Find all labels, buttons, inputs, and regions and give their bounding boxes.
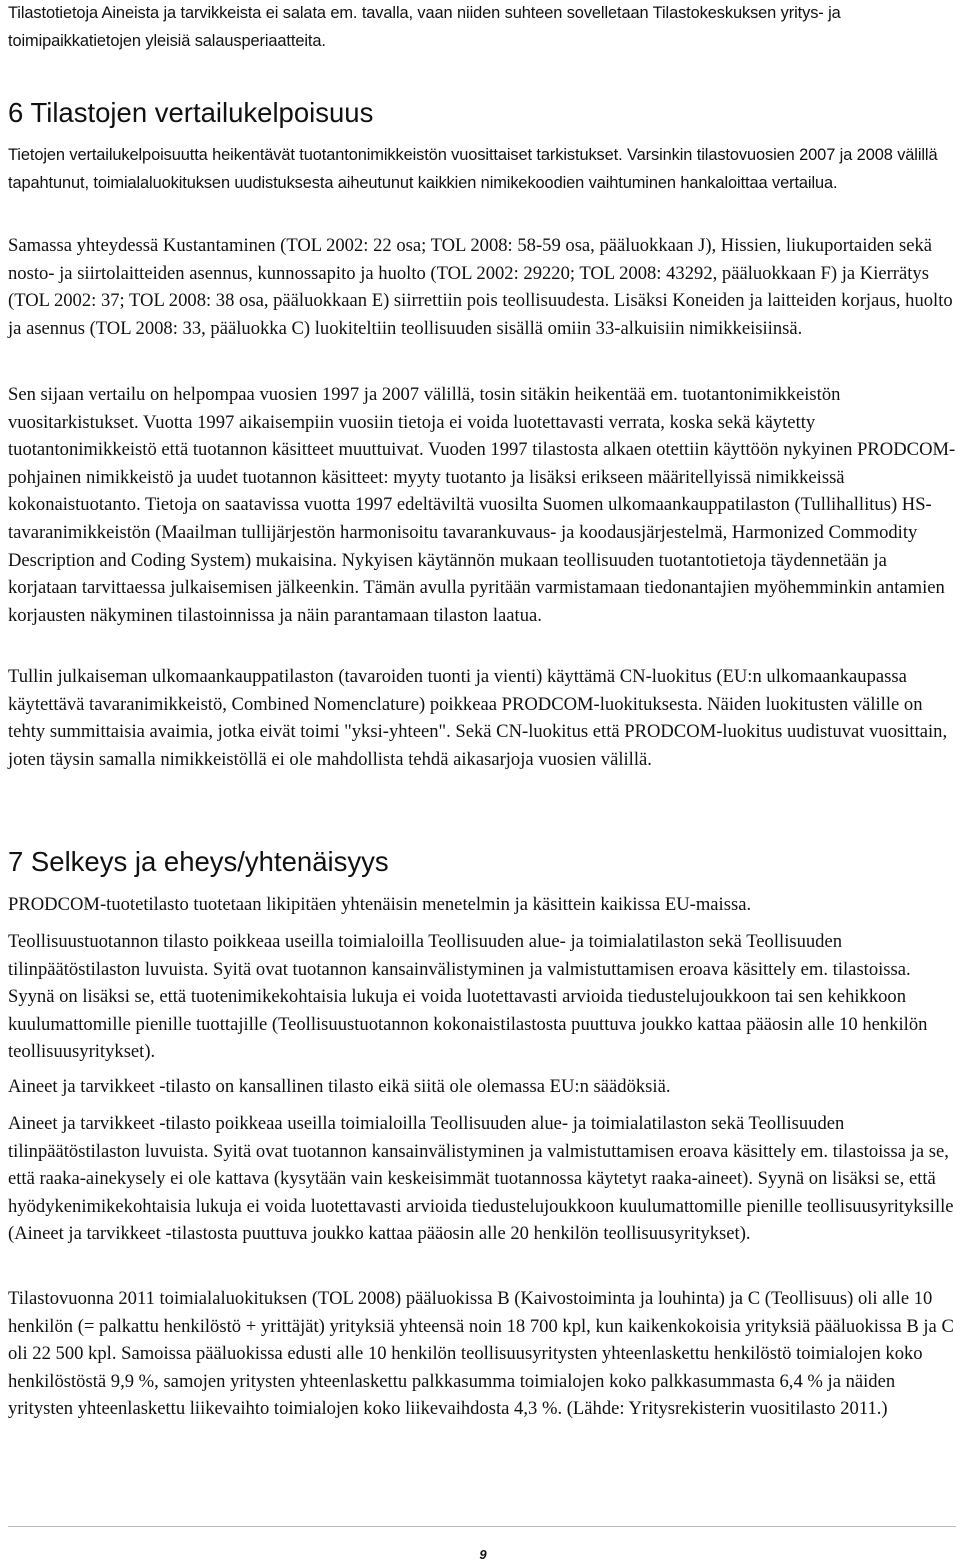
- section-7-paragraph-4: Aineet ja tarvikkeet -tilasto poikkeaa useilla toimialoilla Teollisuuden alue- ja toimialatilaston sekä Teollisuuden tilinpäätöstilaston luvuista. Syitä ovat tuotannon kansainvälistyminen ja valmistuttamisen eroava käsittely em. tilastoissa ja se, että raaka-ainekysely ei ole kattava (kysytään vain keskeisimmät tuotannossa käytetyt raaka-aineet). Syynä on lisäksi se, että hyödykenimikekohtaisia lukuja ei voida luotettavasti arvioida tiedustelujoukkoon kuulumattomille pienille teollisuusyrityksille (Aineet ja tarvikkeet -tilastosta puuttuva joukko kattaa pääosin alle 20 henkilön teollisuusyritykset).: [8, 1113, 954, 1245]
- section-6-paragraph-3: Sen sijaan vertailu on helpompaa vuosien 1997 ja 2007 välillä, tosin sitäkin heikentää em. tuotantonimikkeistön vuositarkistukset. Vuotta 1997 aikaisempiin vuosiin tietoja ei voida luotettavasti verrata, koska sekä käytetty tuotantonimikkeistö että tuotannon käsitteet muuttuivat. Vuoden 1997 tilastosta alkaen otettiin käyttöön nykyinen PRODCOM-pohjainen nimikkeistö ja uudet tuotannon käsitteet: myyty tuotanto ja lisäksi erikseen määritellyissä nimikkeissä kokonaistuotanto. Tietoja on saatavissa vuotta 1997 edeltäviltä vuosilta Suomen ulkomaankauppatilaston (Tullihallitus) HS-tavaranimikkeistön (Maailman tullijärjestön harmonisoitu tavarankuvaus- ja koodausjärjestelmä, Harmonized Commodity Description and Coding System) mukaisina. Nykyisen käytännön mukaan teollisuuden tuotantotietoja täydennetään ja korjataan tarvittaessa julkaisemisen jälkeenkin. Tämän avulla pyritään varmistamaan tiedonantajien myöhemminkin antamien korjausten näkyminen tilastoinnissa ja näin parantamaan tilaston laatua.: [8, 384, 956, 626]
- section-7-heading: 7 Selkeys ja eheys/yhtenäisyys: [8, 846, 389, 877]
- footer-divider: [8, 1526, 956, 1527]
- section-6-paragraph-1: Tietojen vertailukelpoisuutta heikentävät tuotantonimikkeistön vuosittaiset tarkistukset. Varsinkin tilastovuosien 2007 ja 2008 välillä tapahtunut, toimialaluokituksen uudistuksesta aiheutunut kaikkien nimikekoodien vaihtuminen hankaloittaa vertailua.: [8, 146, 938, 192]
- section-7-paragraph-3: Aineet ja tarvikkeet -tilasto on kansallinen tilasto eikä siitä ole olemassa EU:n säädöksiä.: [8, 1076, 671, 1097]
- section-7-paragraph-1: PRODCOM-tuotetilasto tuotetaan likipitäen yhtenäisin menetelmin ja käsittein kaikissa EU-maissa.: [8, 894, 752, 915]
- section-7-paragraph-5: Tilastovuonna 2011 toimialaluokituksen (TOL 2008) pääluokissa B (Kaivostoiminta ja louhinta) ja C (Teollisuus) oli alle 10 henkilön (= palkattu henkilöstö + yrittäjät) yrityksiä yhteensä noin 18 700 kpl, kun kaikenkokoisia yrityksiä pääluokissa B ja C oli 22 500 kpl. Samoissa pääluokissa edusti alle 10 henkilön teollisuusyritysten yhteenlaskettu henkilöstö toimialojen koko henkilöstöstä 9,9 %, samojen yritysten yhteenlaskettu palkkasumma toimialojen koko palkkasummasta 6,4 % ja näiden yritysten yhteenlaskettu liikevaihto toimialojen koko liikevaihdosta 4,3 %. (Lähde: Yritysrekisterin vuositilasto 2011.): [8, 1288, 954, 1420]
- section-6-paragraph-4: Tullin julkaiseman ulkomaankauppatilaston (tavaroiden tuonti ja vienti) käyttämä CN-luokitus (EU:n ulkomaankaupassa käytettävä tavaranimikkeistö, Combined Nomenclature) poikkeaa PRODCOM-luokituksesta. Näiden luokitusten välille on tehty summittaisia avaimia, jotka eivät toimi "yksi-yhteen". Sekä CN-luokitus että PRODCOM-luokitus uudistuvat vuosittain, joten täysin samalla nimikkeistöllä ei ole mahdollista tehdä aikasarjoja vuosien välillä.: [8, 666, 948, 770]
- section-6-paragraph-2: Samassa yhteydessä Kustantaminen (TOL 2002: 22 osa; TOL 2008: 58-59 osa, pääluokkaan J), Hissien, liukuportaiden sekä nosto- ja siirtolaitteiden asennus, kunnossapito ja huolto (TOL 2002: 29220; TOL 2008: 43292, pääluokkaan F) ja Kierrätys (TOL 2002: 37; TOL 2008: 38 osa, pääluokkaan E) siirrettiin pois teollisuudesta. Lisäksi Koneiden ja laitteiden korjaus, huolto ja asennus (TOL 2008: 33, pääluokka C) luokiteltiin teollisuuden sisällä omiin 33-alkuisiin nimikkeisiinsä.: [8, 235, 953, 339]
- section-6-heading: 6 Tilastojen vertailukelpoisuus: [8, 97, 374, 128]
- page-number: 9: [479, 1547, 487, 1562]
- section-7-paragraph-2: Teollisuustuotannon tilasto poikkeaa useilla toimialoilla Teollisuuden alue- ja toimialatilaston sekä Teollisuuden tilinpäätöstilaston luvuista. Syitä ovat tuotannon kansainvälistyminen ja valmistuttamisen eroava käsittely em. tilastoissa. Syynä on lisäksi se, että tuotenimikekohtaisia lukuja ei voida luotettavasti arvioida tiedustelujoukkoon tai sen kehikkoon kuulumattomille pienille tuottajille (Teollisuustuotannon kokonaistilastosta puuttuva joukko kattaa pääosin alle 10 henkilön teollisuusyritykset).: [8, 931, 928, 1063]
- intro-tail-paragraph: Tilastotietoja Aineista ja tarvikkeista ei salata em. tavalla, vaan niiden suhteen sovelletaan Tilastokeskuksen yritys- ja toimipaikkatietojen yleisiä salausperiaatteita.: [8, 4, 841, 50]
